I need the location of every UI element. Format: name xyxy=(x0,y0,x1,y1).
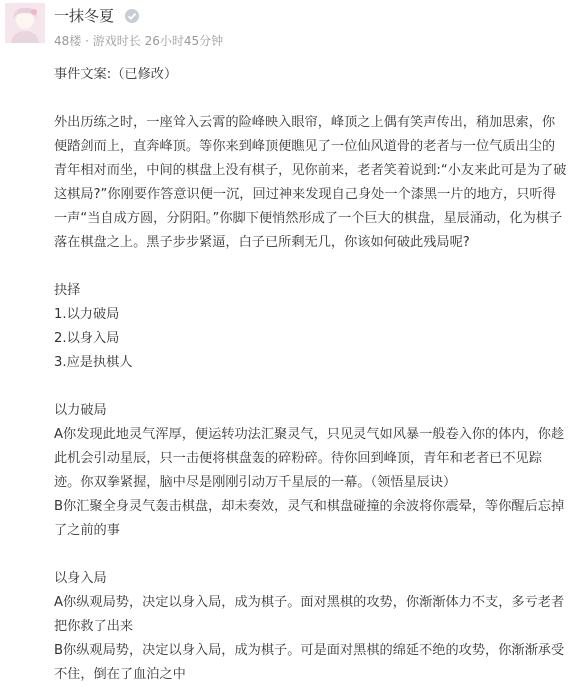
content-title: 事件文案:（已修改） xyxy=(54,67,178,82)
choice-item: 3.应是执棋人 xyxy=(54,355,133,370)
floor-number: 48楼 xyxy=(54,34,82,48)
meta-separator: · xyxy=(85,34,89,48)
branch-outcome-b: B你汇聚全身灵气轰击棋盘，却未奏效，灵气和棋盘碰撞的余波将你震晕，等你醒后忘掉了之前的事 xyxy=(54,499,565,538)
post-content xyxy=(54,63,568,687)
choice-item: 1.以力破局 xyxy=(54,307,120,322)
level-badge-icon xyxy=(124,8,140,24)
branch-outcome-a: A你发现此地灵气浑厚，便运转功法汇聚灵气，只见灵气如风暴一般卷入你的体内，你趁此机会引动星辰，只一击便将棋盘轰的碎粉碎。待你回到峰顶，青年和老者已不见踪迹。你双拳紧握，脑中尽是刚刚引动万千星辰的一幕。（领悟星辰诀） xyxy=(54,427,565,490)
choice-item: 2.以身入局 xyxy=(54,331,120,346)
user-name[interactable]: 一抹冬夏 xyxy=(54,7,115,25)
story-paragraph: 外出历练之时，一座耸入云霄的险峰映入眼帘，峰顶之上偶有笑声传出，稍加思索，你便踏剑而上，直奔峰顶。等你来到峰顶便瞧见了一位仙风道骨的老者与一位气质出尘的青年相对而坐，中间的棋盘上没有棋子，见你前来，老者笑着说到:“小友来此可是为了破这棋局?”你刚要作答意识便一沉，回过神来发现自己身处一个漆黑一片的地方，只听得一声“当自成方圆，分阴阳。”你脚下便悄然形成了一个巨大的棋盘，星辰涌动，化为棋子落在棋盘之上。黑子步步紧逼，白子已所剩无几，你该如何破此残局呢? xyxy=(54,115,567,250)
spacer xyxy=(54,375,568,399)
branch-outcome-b: B你纵观局势，决定以身入局，成为棋子。可是面对黑棋的绵延不绝的攻势，你渐渐承受不住，倒在了血泊之中 xyxy=(54,643,565,682)
avatar[interactable] xyxy=(5,3,45,43)
post-meta xyxy=(54,33,223,49)
spacer xyxy=(54,87,568,111)
avatar-image xyxy=(5,3,45,43)
branch-outcome-a: A你纵观局势，决定以身入局，成为棋子。面对黑棋的攻势，你渐渐体力不支，多亏老者把你救了出来 xyxy=(54,595,565,634)
post-header xyxy=(0,0,574,60)
spacer xyxy=(54,255,568,279)
play-time: 游戏时长 26小时45分钟 xyxy=(92,34,224,48)
branch-title: 以身入局 xyxy=(54,571,107,586)
choice-heading: 抉择 xyxy=(54,283,81,298)
branch-title: 以力破局 xyxy=(54,403,107,418)
spacer xyxy=(54,543,568,567)
